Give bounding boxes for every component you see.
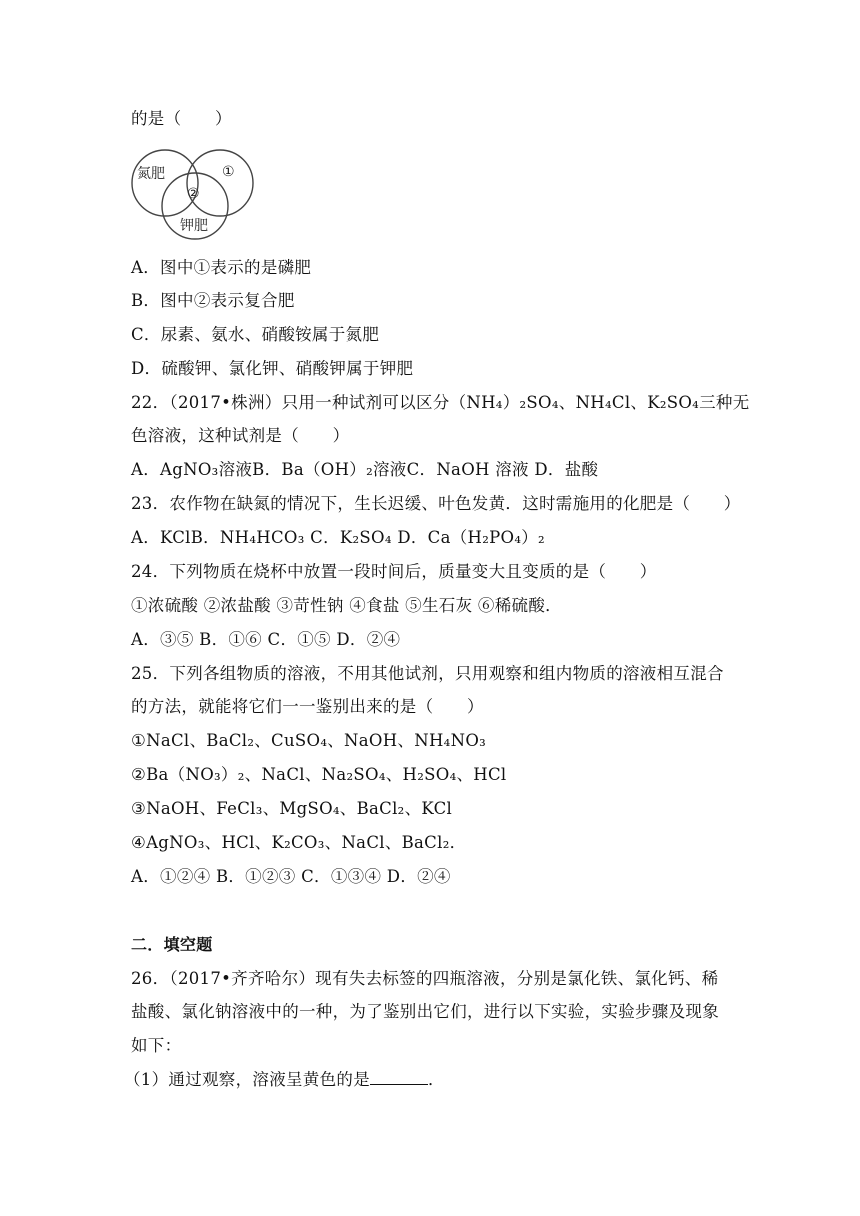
question-25-item-2: ②Ba（NO₃）₂、NaCl、Na₂SO₄、H₂SO₄、HCl xyxy=(131,765,507,784)
question-22-line-1: 22．（2017•株洲）只用一种试剂可以区分（NH₄）₂SO₄、NH₄Cl、K₂SO₄三种无 xyxy=(131,393,750,412)
question-26-line-2: 盐酸、氯化钠溶液中的一种，为了鉴别出它们，进行以下实验，实验步骤及现象 xyxy=(131,1002,719,1021)
question-21-tail: 的是（ ） xyxy=(131,109,232,128)
option-c: C．尿素、氨水、硝酸铵属于氮肥 xyxy=(131,325,380,344)
question-24-stem: 24．下列物质在烧杯中放置一段时间后，质量变大且变质的是（ ） xyxy=(131,562,657,581)
question-26-line-1: 26．（2017•齐齐哈尔）现有失去标签的四瓶溶液，分别是氯化铁、氯化钙、稀 xyxy=(131,969,719,988)
question-23-options: A．KClB．NH₄HCO₃ C．K₂SO₄ D．Ca（H₂PO₄）₂ xyxy=(131,528,545,547)
question-24-options: A．③⑤ B．①⑥ C．①⑤ D．②④ xyxy=(131,630,401,649)
question-26-line-3: 如下： xyxy=(131,1036,182,1055)
question-22-options: A．AgNO₃溶液B．Ba（OH）₂溶液C．NaOH 溶液 D．盐酸 xyxy=(131,460,599,479)
question-24-items: ①浓硫酸 ②浓盐酸 ③苛性钠 ④食盐 ⑤生石灰 ⑥稀硫酸． xyxy=(131,596,562,615)
venn-label-nitrogen: 氮肥 xyxy=(137,166,165,182)
question-26-part-1 xyxy=(124,1069,445,1091)
question-25-line-2: 的方法，就能将它们一一鉴别出来的是（ ） xyxy=(131,697,484,716)
venn-label-2: ② xyxy=(187,186,200,202)
question-25-item-4: ④AgNO₃、HCl、K₂CO₃、NaCl、BaCl₂． xyxy=(131,833,467,852)
option-a: A．图中①表示的是磷肥 xyxy=(131,258,312,277)
question-26-part-1-end: ． xyxy=(428,1070,445,1089)
answer-blank[interactable] xyxy=(370,1070,428,1085)
venn-label-1: ① xyxy=(222,164,235,180)
venn-diagram xyxy=(130,146,256,240)
section-heading-fill-in: 二．填空题 xyxy=(131,935,213,954)
question-25-line-1: 25．下列各组物质的溶液，不用其他试剂，只用观察和组内物质的溶液相互混合 xyxy=(131,664,724,683)
option-b: B．图中②表示复合肥 xyxy=(131,291,295,310)
question-22-line-2: 色溶液，这种试剂是（ ） xyxy=(131,426,350,445)
question-25-item-3: ③NaOH、FeCl₃、MgSO₄、BaCl₂、KCl xyxy=(131,799,453,818)
venn-label-potassium: 钾肥 xyxy=(180,218,208,234)
option-d: D．硫酸钾、氯化钾、硝酸钾属于钾肥 xyxy=(131,359,414,378)
question-26-part-1-text: （1）通过观察，溶液呈黄色的是 xyxy=(124,1070,370,1089)
question-23-stem: 23．农作物在缺氮的情况下，生长迟缓、叶色发黄．这时需施用的化肥是（ ） xyxy=(131,494,741,513)
question-25-item-1: ①NaCl、BaCl₂、CuSO₄、NaOH、NH₄NO₃ xyxy=(131,731,487,750)
question-25-options: A．①②④ B．①②③ C．①③④ D．②④ xyxy=(131,867,451,886)
